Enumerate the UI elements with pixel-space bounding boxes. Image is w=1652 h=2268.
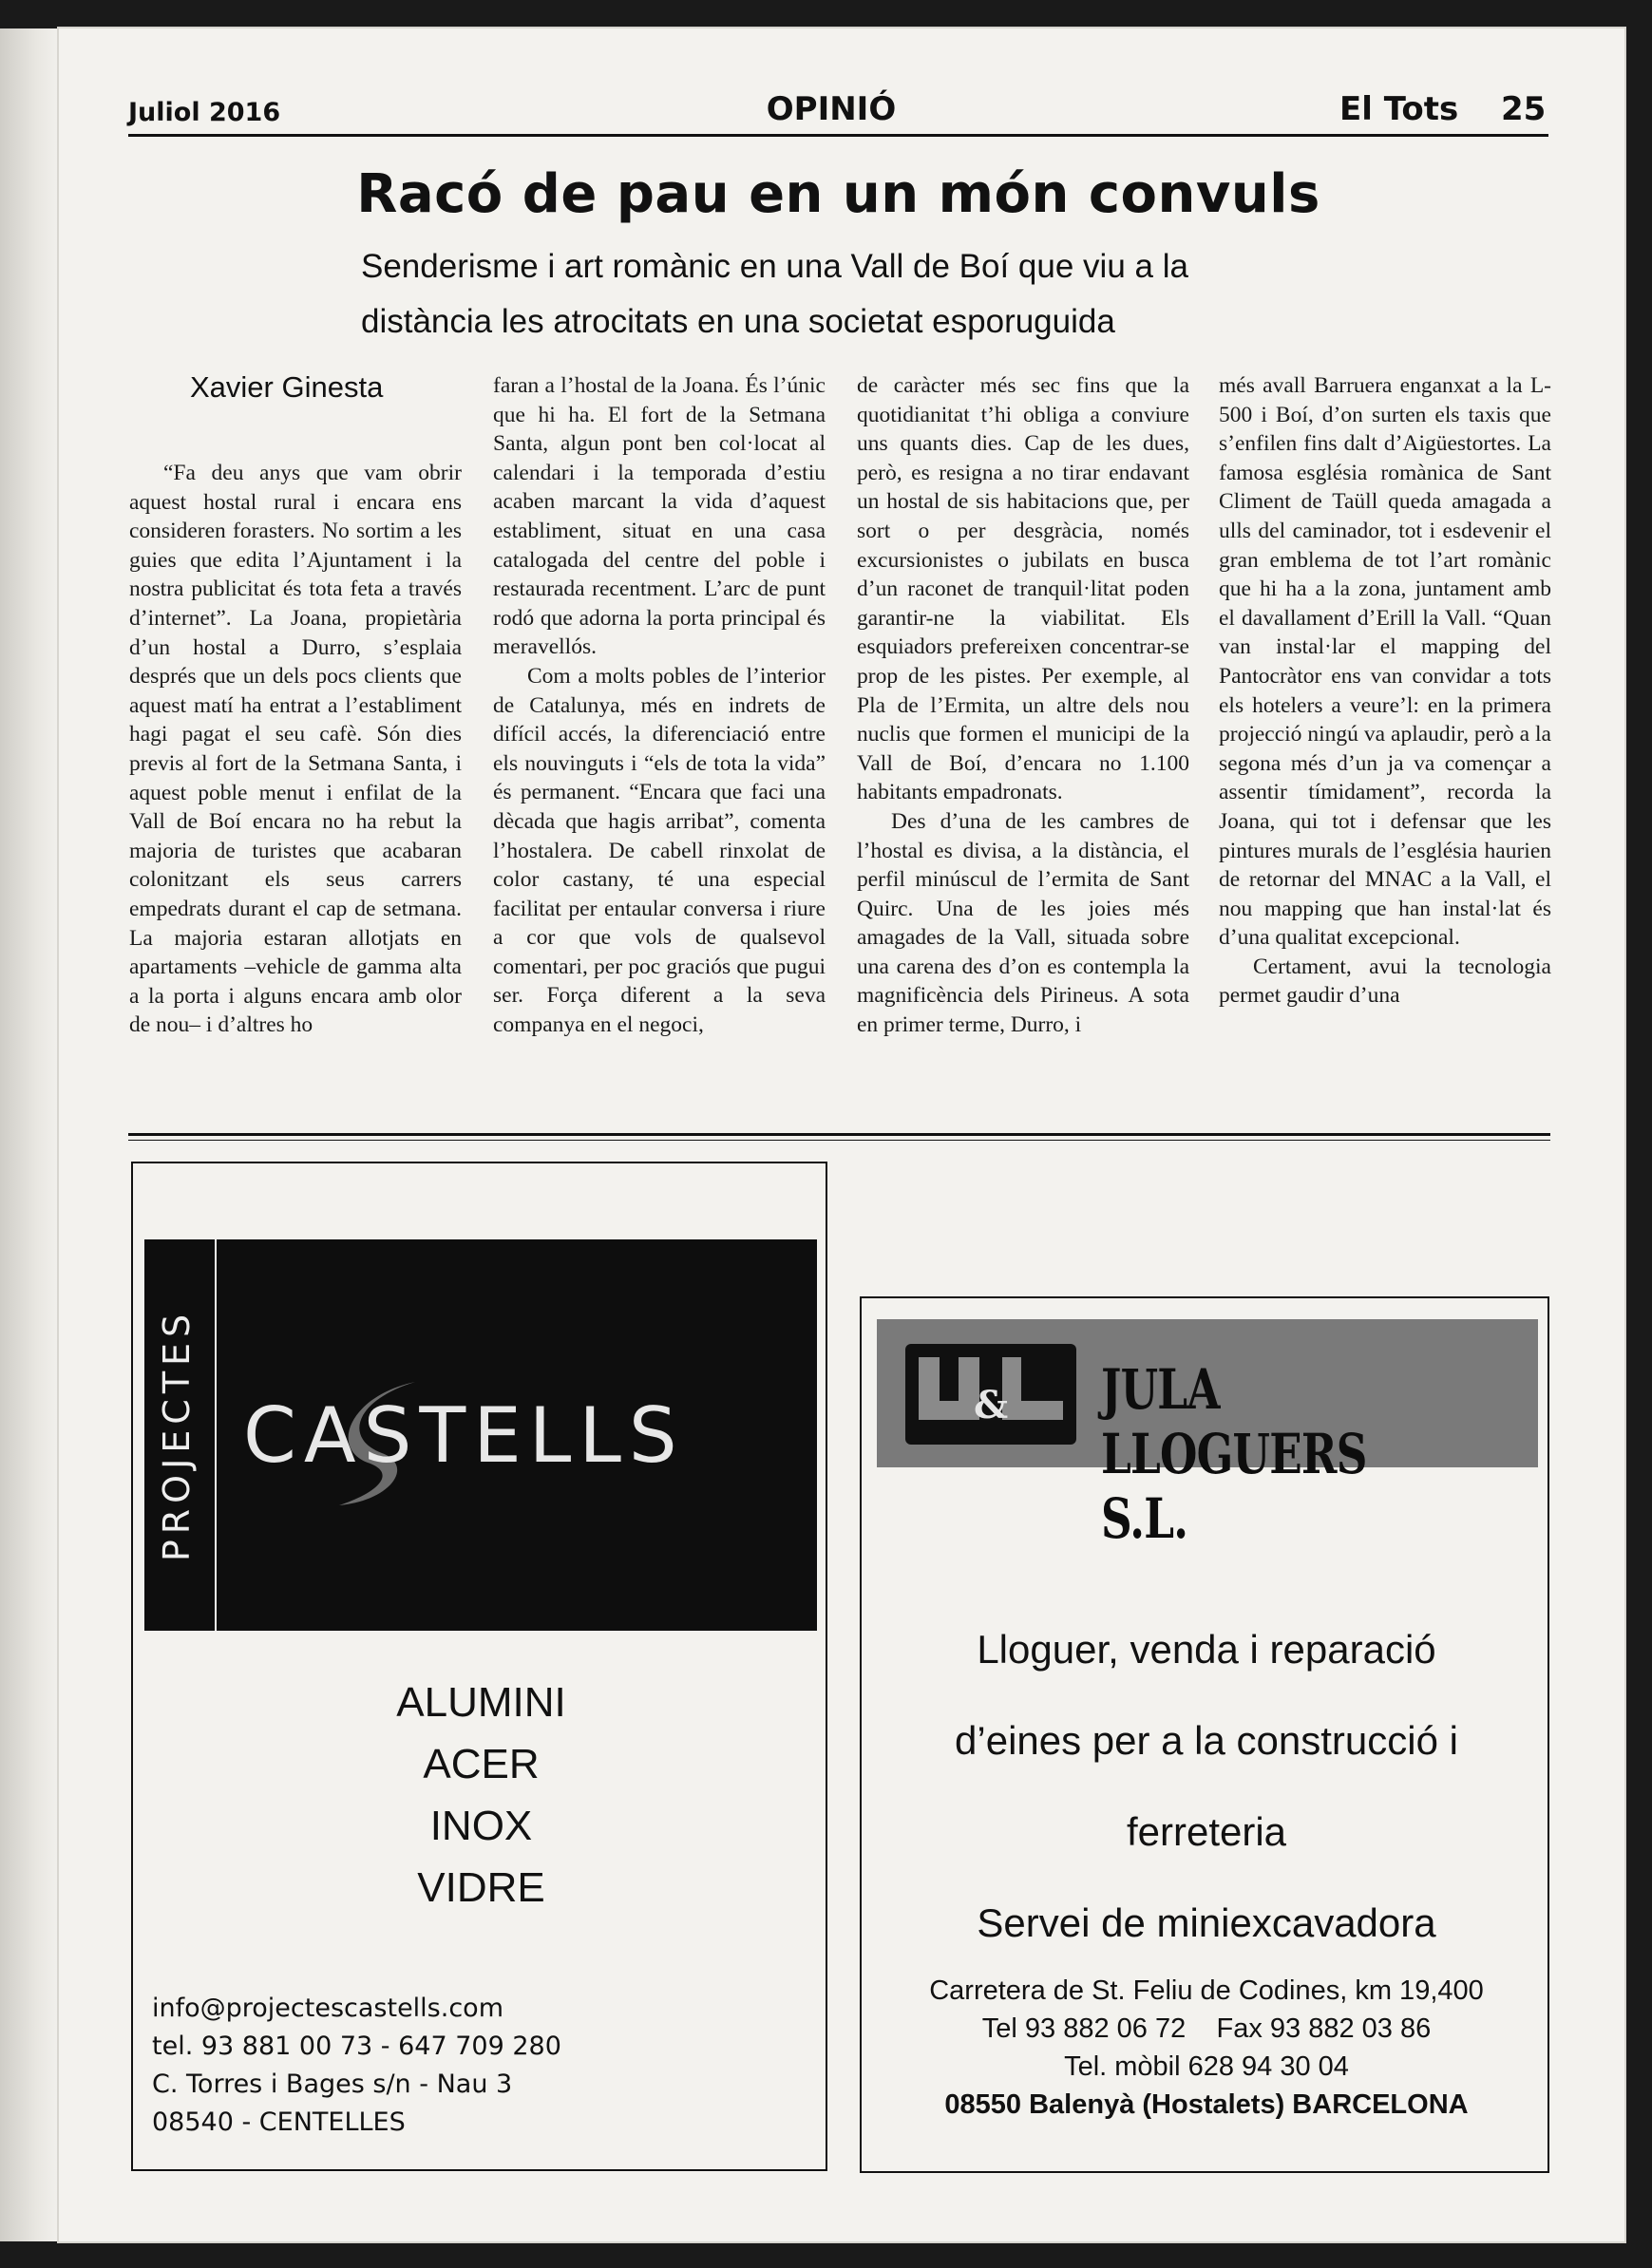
- product-list: [133, 1672, 829, 1918]
- article-column-2: [493, 371, 826, 1124]
- company-name: JULA LLOGUERS S.L.: [1101, 1357, 1367, 1551]
- service-line: Servei de miniexcavadora: [977, 1900, 1436, 1945]
- paragraph: més avall Barruera enganxat a la L-500 i Boí, d’on surten els taxis que s’enfilen fins dalt d’Aigüestortes. La famosa església romànica de Sant Climent de Taüll queda amagada a ulls del caminador, tot i esdevenir el gran emblema de tot l’art romànic que hi ha a la zona, juntament amb el davallament d’Erill la Vall. “Quan van instal·lar el mapping del Pantocràtor ens van convidar a tots els hotelers a veure’l: en la primera projecció ningú va aplaudir, però a la segona més d’un ja va començar a assentir tímidament”, recorda la Joana, qui tot i defensar que les pintures murals de l’església haurien de retornar del MNAC a la Vall, el nou mapping que han instal·lat és d’una qualitat excepcional.: [1219, 373, 1551, 951]
- page-number: 25: [1501, 90, 1547, 128]
- service-line: Lloguer, venda i reparació: [977, 1627, 1436, 1672]
- services-text: [862, 1604, 1551, 1969]
- article-author: Xavier Ginesta: [190, 370, 384, 404]
- phone: Tel 93 882 06 72: [981, 2013, 1187, 2044]
- article-end-rule: [128, 1133, 1550, 1136]
- page-spine: [0, 28, 63, 2241]
- product-item: ACER: [423, 1741, 540, 1787]
- service-line: ferreteria: [1126, 1809, 1287, 1854]
- mobile: Tel. mòbil 628 94 30 04: [1064, 2051, 1349, 2082]
- paragraph: “Fa deu anys que vam obrir aquest hostal rural i encara ens consideren forasters. No sortim a les guies que edita l’Ajuntament i la nostra publicitat és tota feta a través d’internet”. La Joana, propietària d’un hostal a Durro, s’esplaia després que un dels pocs clients que aquest matí ha entrat a l’establiment hagi pagat el seu cafè. Són dies previs al fort de la Setmana Santa, i aquest poble menut i enfilat de la Vall de Boí encara no ha rebut la majoria de turistes que acabaran colonitzant els seus carrers empedrats durant el cap de setmana. La majoria estaran allotjats en apartaments –vehicle de gamma alta a la porta i alguns encara amb olor de nou– i d’altres ho: [129, 461, 462, 1038]
- street-address: Carretera de St. Feliu de Codines, km 19,400: [929, 1975, 1484, 2006]
- jula-contact: [862, 1972, 1551, 2124]
- logo-side-text: PROJECTES: [156, 1308, 199, 1562]
- email: info@projectescastells.com: [152, 1994, 503, 2023]
- article-column-4: [1219, 371, 1551, 1124]
- phone: tel. 93 881 00 73 - 647 709 280: [152, 2032, 561, 2061]
- page-header: [128, 90, 1548, 137]
- product-item: ALUMINI: [396, 1679, 566, 1726]
- article-end-rule-thin: [128, 1140, 1550, 1141]
- logo-name: CASTELLS: [243, 1391, 685, 1480]
- ad-jula-lloguers: [860, 1296, 1549, 2173]
- logo-divider: [215, 1239, 217, 1631]
- phone-fax-row: [862, 2010, 1551, 2048]
- product-item: INOX: [429, 1803, 533, 1849]
- city: 08550 Balenyà (Hostalets) BARCELONA: [944, 2089, 1469, 2120]
- jula-logo-mark: [905, 1344, 1076, 1445]
- street-address: C. Torres i Bages s/n - Nau 3: [152, 2070, 513, 2099]
- city: 08540 - CENTELLES: [152, 2107, 406, 2137]
- article-column-1: [129, 459, 462, 1124]
- paragraph: Des d’una de les cambres de l’hostal es divisa, a la distància, el perfil minúscul de l’ermita de Sant Quirc. Una de les joies més amagades de la Vall, situada sobre una carena des d’on es contempla la magnificència dels Pirineus. A sota en primer terme, Durro, i: [857, 808, 1189, 1038]
- article-title: Racó de pau en un món convuls: [356, 163, 1320, 225]
- article-subtitle: Senderisme i art romànic en una Vall de Boí que viu a la distància les atrocitats en una societat esporuguida: [361, 248, 1188, 340]
- product-item: VIDRE: [417, 1864, 545, 1911]
- ad-projectes-castells: [131, 1162, 827, 2171]
- castells-logo: [144, 1239, 817, 1631]
- publication-name: El Tots: [1339, 90, 1459, 128]
- paragraph: faran a l’hostal de la Joana. És l’únic que hi ha. El fort de la Setmana Santa, algun pont ben col·locat al calendari i la temporada d’estiu acaben marcant la vida d’aquest establiment, situat en una casa catalogada del centre del poble i restaurada recentment. L’arc de punt rodó que adorna la porta principal és meravellós.: [493, 373, 826, 660]
- jula-logo-banner: [877, 1319, 1538, 1551]
- paragraph: Certament, avui la tecnologia permet gaudir d’una: [1219, 954, 1551, 1009]
- article-column-3: [857, 371, 1189, 1124]
- jl-monogram-icon: [905, 1344, 1076, 1445]
- fax: Fax 93 882 03 86: [1216, 2013, 1432, 2044]
- castells-contact: [152, 1990, 561, 2142]
- paragraph: de caràcter més sec fins que la quotidianitat t’hi obliga a conviure uns quants dies. Cap de les dues, però, es resigna a no tirar endavant un hostal de sis habitacions que, per sort o per desgràcia, només excursionistes o jubilats en busca d’un raconet de tranquil·litat poden garantir-ne la viabilitat. Els esquiadors prefereixen concentrar-se prop de les pistes. Per exemple, al Pla de l’Ermita, un altre dels nou nuclis que formen el municipi de la Vall de Boí, d’encara no 1.100 habitants empadronats.: [857, 373, 1189, 805]
- service-line: d’eines per a la construcció i: [955, 1718, 1458, 1763]
- section-name: OPINIÓ: [766, 90, 897, 128]
- issue-date: Juliol 2016: [128, 98, 281, 127]
- paragraph: Com a molts pobles de l’interior de Catalunya, més en indrets de difícil accés, la diferenciació entre els nouvinguts i “els de tota la vida” és permanent. “Encara que faci una dècada que hagis arribat”, comenta l’hostalera. De cabell rinxolat de color castany, té una especial facilitat per entaular conversa i riure a cor que vols de qualsevol comentari, per poc graciós que pugui ser. Força diferent a la seva companya en el negoci,: [493, 663, 826, 1038]
- svg-text:&: &: [973, 1383, 1009, 1427]
